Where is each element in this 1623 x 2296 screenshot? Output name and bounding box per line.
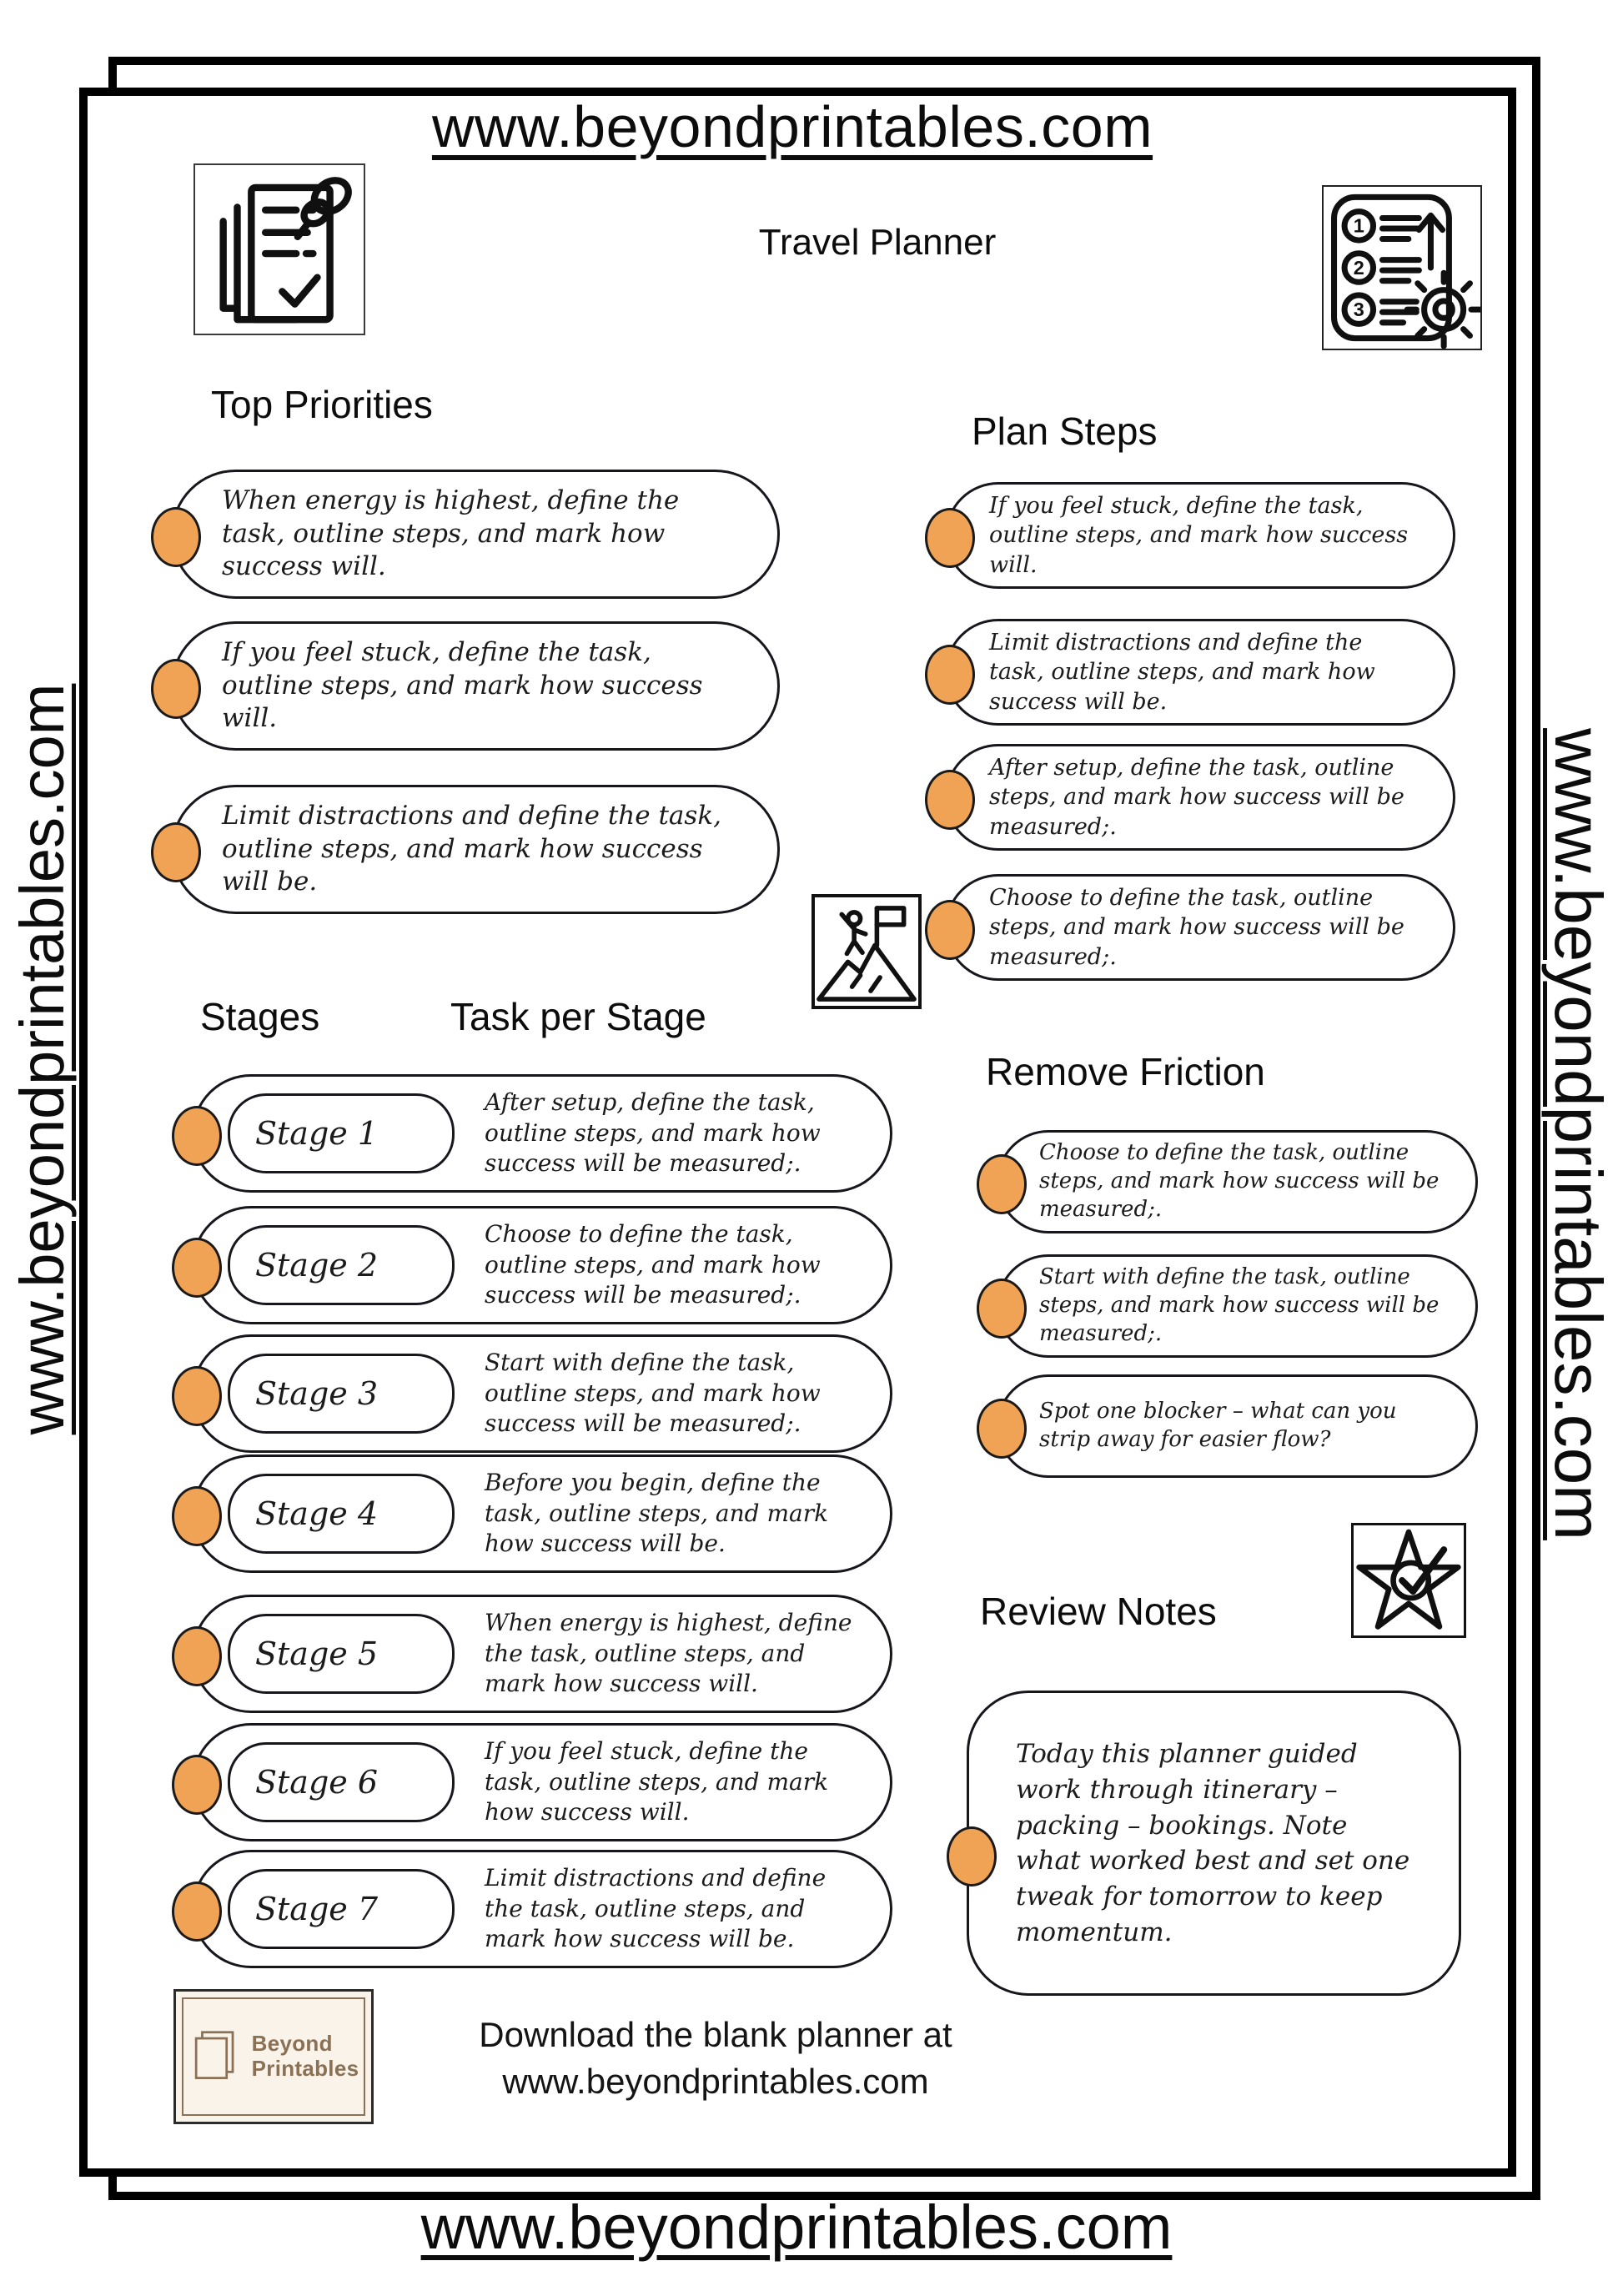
download-text-line1: Download the blank planner at (479, 2015, 952, 2054)
orange-bullet (977, 1399, 1027, 1459)
section-heading-top-priorities: Top Priorities (211, 383, 433, 426)
plan-step-item (945, 482, 1455, 589)
top-url: www.beyondprintables.com (431, 94, 1153, 159)
stage-task-text: Before you begin, define the task, outline steps, and mark how success will be. (485, 1469, 829, 1558)
brand-logo (173, 1989, 374, 2124)
stage-label-chip (228, 1093, 455, 1173)
plan-step-item (945, 619, 1455, 726)
friction-item (997, 1374, 1478, 1478)
orange-bullet (172, 1366, 222, 1426)
orange-bullet (977, 1154, 1027, 1214)
mountain-flag-icon (812, 894, 922, 1009)
stage-label-chip (228, 1225, 455, 1305)
orange-bullet (925, 508, 975, 568)
plan-step-text: After setup, define the task, outline steps, and mark how success will be measured;. (989, 755, 1404, 840)
page-title: Travel Planner (758, 222, 997, 263)
column-heading-task-per-stage: Task per Stage (450, 995, 706, 1038)
stage-task-text: After setup, define the task, outline steps, and mark how success will be measured;. (485, 1088, 821, 1178)
stage-label: Stage 6 (255, 1764, 379, 1801)
orange-bullet (925, 900, 975, 960)
section-heading-review-notes: Review Notes (980, 1590, 1217, 1633)
priority-text: When energy is highest, define the task, outline steps, and mark how success will. (222, 485, 680, 582)
brand-name-line1: Beyond (251, 2031, 333, 2057)
stage-label-chip (228, 1869, 455, 1949)
stage-task-text: Start with define the task, outline steps, and mark how success will be measured;. (485, 1349, 821, 1438)
stage-label-chip (228, 1474, 455, 1554)
star-check-icon (1351, 1523, 1466, 1638)
orange-bullet (925, 770, 975, 830)
numbered-list-gear-icon (1322, 185, 1482, 350)
stage-label: Stage 7 (255, 1891, 379, 1927)
stage-row (192, 1074, 892, 1193)
friction-text: Start with define the task, outline steps, and mark how success will be measured;. (1039, 1264, 1440, 1346)
right-vertical-url: www.beyondprintables.com (1541, 728, 1615, 1540)
left-vertical-url: www.beyondprintables.com (7, 683, 77, 1435)
brand-name-line2: Printables (251, 2056, 359, 2081)
stage-row (192, 1206, 892, 1324)
stage-row (192, 1595, 892, 1713)
stage-label-chip (228, 1742, 455, 1822)
orange-bullet (925, 645, 975, 705)
orange-bullet (151, 659, 201, 719)
orange-bullet (172, 1106, 222, 1166)
orange-bullet (977, 1279, 1027, 1339)
orange-bullet (172, 1755, 222, 1815)
stage-label: Stage 5 (255, 1635, 379, 1672)
orange-bullet (172, 1626, 222, 1686)
stage-task-text: Choose to define the task, outline steps, and mark how success will be measured;. (485, 1220, 821, 1309)
stage-row (192, 1334, 892, 1453)
digit-3: 3 (1353, 298, 1364, 320)
clipboard-checklist-icon (193, 163, 365, 335)
bottom-url: www.beyondprintables.com (420, 2193, 1173, 2262)
orange-bullet (172, 1486, 222, 1546)
column-heading-stages: Stages (200, 995, 320, 1038)
stage-row (192, 1850, 892, 1968)
stage-label: Stage 1 (255, 1115, 379, 1152)
orange-bullet (947, 1826, 997, 1887)
priority-item (171, 785, 780, 914)
friction-item (997, 1254, 1478, 1358)
friction-item (997, 1130, 1478, 1233)
priority-item (171, 470, 780, 599)
priority-text: If you feel stuck, define the task, outline steps, and mark how success will. (222, 636, 703, 734)
stage-task-text: If you feel stuck, define the task, outline steps, and mark how success will. (485, 1737, 829, 1826)
orange-bullet (151, 822, 201, 882)
stage-label: Stage 2 (255, 1247, 379, 1284)
stage-row (192, 1454, 892, 1573)
orange-bullet (172, 1882, 222, 1942)
review-note-text: Today this planner guided work through itinerary – packing – bookings. Note what worked best and set one tweak for tomorrow to keep momentum. (1016, 1739, 1410, 1947)
friction-text: Choose to define the task, outline steps, and mark how success will be measured;. (1039, 1140, 1440, 1222)
review-notes-box (967, 1691, 1461, 1996)
download-text-line2: www.beyondprintables.com (502, 2061, 929, 2101)
overlapping-pages-icon (188, 2026, 242, 2088)
plan-step-item (945, 744, 1455, 851)
gear-icon (1407, 273, 1480, 346)
download-callout (424, 2012, 1007, 2105)
orange-bullet (172, 1238, 222, 1298)
stage-task-text: When energy is highest, define the task, outline steps, and mark how success will. (485, 1609, 852, 1698)
stage-task-text: Limit distractions and define the task, outline steps, and mark how success will be. (485, 1864, 827, 1953)
orange-bullet (151, 507, 201, 567)
stage-label: Stage 4 (255, 1495, 379, 1532)
brand-logo-text (252, 2032, 359, 2082)
digit-1: 1 (1353, 214, 1364, 237)
priority-text: Limit distractions and define the task, outline steps, and mark how success will be. (222, 800, 721, 897)
stage-label-chip (228, 1354, 455, 1434)
section-heading-remove-friction: Remove Friction (986, 1050, 1265, 1093)
friction-text: Spot one blocker – what can you strip away for easier flow? (1039, 1399, 1397, 1452)
stage-label-chip (228, 1614, 455, 1694)
plan-step-item (945, 874, 1455, 981)
plan-step-text: Limit distractions and define the task, outline steps, and mark how success will be. (989, 630, 1375, 715)
stage-row (192, 1723, 892, 1841)
plan-step-text: If you feel stuck, define the task, outline steps, and mark how success will. (989, 493, 1409, 578)
plan-step-text: Choose to define the task, outline steps, and mark how success will be measured;. (989, 885, 1404, 970)
digit-2: 2 (1353, 256, 1364, 279)
priority-item (171, 621, 780, 751)
section-heading-plan-steps: Plan Steps (972, 409, 1158, 453)
stage-label: Stage 3 (255, 1375, 379, 1412)
